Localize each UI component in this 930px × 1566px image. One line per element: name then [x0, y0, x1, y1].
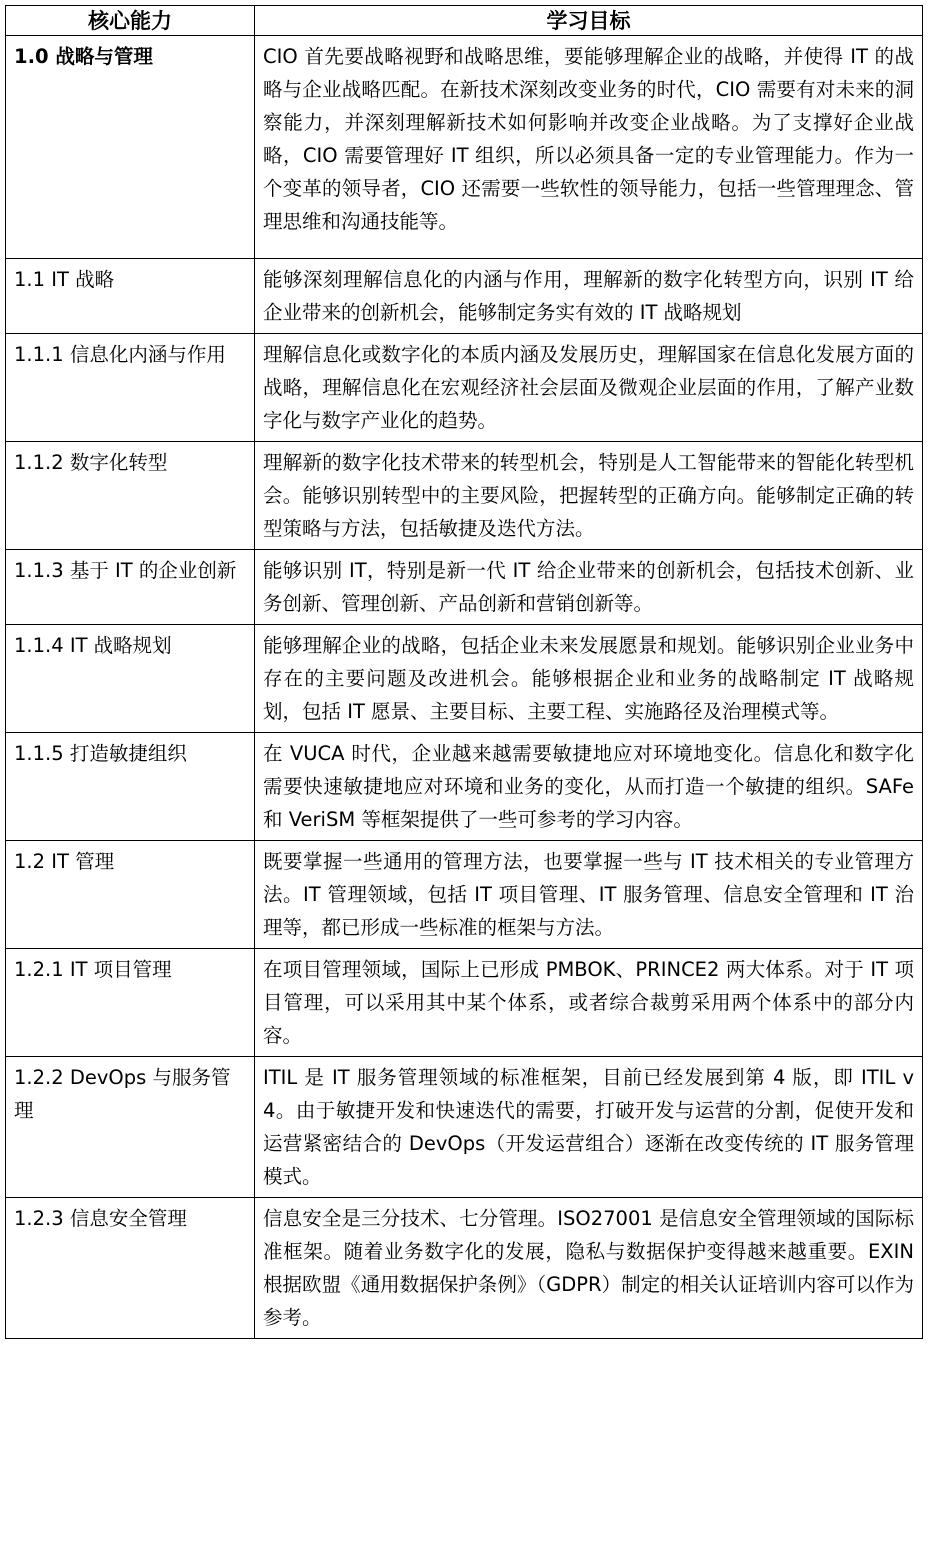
- table-row: [6, 1057, 923, 1198]
- goal-cell: 理解信息化或数字化的本质内涵及发展历史，理解国家在信息化发展方面的战略，理解信息化在宏观经济社会层面及微观企业层面的作用，了解产业数字化与数字产业化的趋势。: [255, 334, 923, 442]
- capability-cell: 1.0 战略与管理: [6, 36, 255, 259]
- goal-cell: 在 VUCA 时代，企业越来越需要敏捷地应对环境地变化。信息化和数字化需要快速敏捷地应对环境和业务的变化，从而打造一个敏捷的组织。SAFe 和 VeriSM 等框架提供了一些可参考的学习内容。: [255, 733, 923, 841]
- table-row: [6, 841, 923, 949]
- goal-cell: CIO 首先要战略视野和战略思维，要能够理解企业的战略，并使得 IT 的战略与企业战略匹配。在新技术深刻改变业务的时代，CIO 需要有对未来的洞察能力，并深刻理解新技术如何影响并改变企业战略。为了支撑好企业战略，CIO 需要管理好 IT 组织，所以必须具备一定的专业管理能力。作为一个变革的领导者，CIO 还需要一些软性的领导能力，包括一些管理理念、管理思维和沟通技能等。: [255, 36, 923, 259]
- capability-cell: 1.1.5 打造敏捷组织: [6, 733, 255, 841]
- competency-table: [5, 5, 923, 1339]
- table-header-row: [6, 6, 923, 36]
- goal-cell: 既要掌握一些通用的管理方法，也要掌握一些与 IT 技术相关的专业管理方法。IT 管理领域，包括 IT 项目管理、IT 服务管理、信息安全管理和 IT 治理等，都已形成一些标准的框架与方法。: [255, 841, 923, 949]
- table-row: [6, 334, 923, 442]
- table-row: [6, 442, 923, 550]
- goal-cell: ITIL 是 IT 服务管理领域的标准框架，目前已经发展到第 4 版，即 ITIL v4。由于敏捷开发和快速迭代的需要，打破开发与运营的分割，促使开发和运营紧密结合的 DevOps（开发运营组合）逐渐在改变传统的 IT 服务管理模式。: [255, 1057, 923, 1198]
- goal-cell: 能够识别 IT，特别是新一代 IT 给企业带来的创新机会，包括技术创新、业务创新、管理创新、产品创新和营销创新等。: [255, 550, 923, 625]
- table-row: [6, 259, 923, 334]
- goal-cell: 理解新的数字化技术带来的转型机会，特别是人工智能带来的智能化转型机会。能够识别转型中的主要风险，把握转型的正确方向。能够制定正确的转型策略与方法，包括敏捷及迭代方法。: [255, 442, 923, 550]
- capability-cell: 1.1 IT 战略: [6, 259, 255, 334]
- capability-cell: 1.2 IT 管理: [6, 841, 255, 949]
- table-row: [6, 36, 923, 259]
- table-row: [6, 733, 923, 841]
- header-capability: 核心能力: [6, 6, 255, 36]
- table-row: [6, 625, 923, 733]
- table-row: [6, 949, 923, 1057]
- capability-cell: 1.1.4 IT 战略规划: [6, 625, 255, 733]
- capability-cell: 1.1.3 基于 IT 的企业创新: [6, 550, 255, 625]
- goal-cell: 能够理解企业的战略，包括企业未来发展愿景和规划。能够识别企业业务中存在的主要问题及改进机会。能够根据企业和业务的战略制定 IT 战略规划，包括 IT 愿景、主要目标、主要工程、实施路径及治理模式等。: [255, 625, 923, 733]
- capability-cell: 1.1.2 数字化转型: [6, 442, 255, 550]
- table-row: [6, 1198, 923, 1339]
- goal-cell: 能够深刻理解信息化的内涵与作用，理解新的数字化转型方向，识别 IT 给企业带来的创新机会，能够制定务实有效的 IT 战略规划: [255, 259, 923, 334]
- goal-cell: 在项目管理领域，国际上已形成 PMBOK、PRINCE2 两大体系。对于 IT 项目管理，可以采用其中某个体系，或者综合裁剪采用两个体系中的部分内容。: [255, 949, 923, 1057]
- capability-cell: 1.2.3 信息安全管理: [6, 1198, 255, 1339]
- capability-cell: 1.2.2 DevOps 与服务管理: [6, 1057, 255, 1198]
- table-row: [6, 550, 923, 625]
- goal-cell: 信息安全是三分技术、七分管理。ISO27001 是信息安全管理领域的国际标准框架。随着业务数字化的发展，隐私与数据保护变得越来越重要。EXIN 根据欧盟《通用数据保护条例》（GDPR）制定的相关认证培训内容可以作为参考。: [255, 1198, 923, 1339]
- capability-cell: 1.2.1 IT 项目管理: [6, 949, 255, 1057]
- capability-cell: 1.1.1 信息化内涵与作用: [6, 334, 255, 442]
- header-learning-goal: 学习目标: [255, 6, 923, 36]
